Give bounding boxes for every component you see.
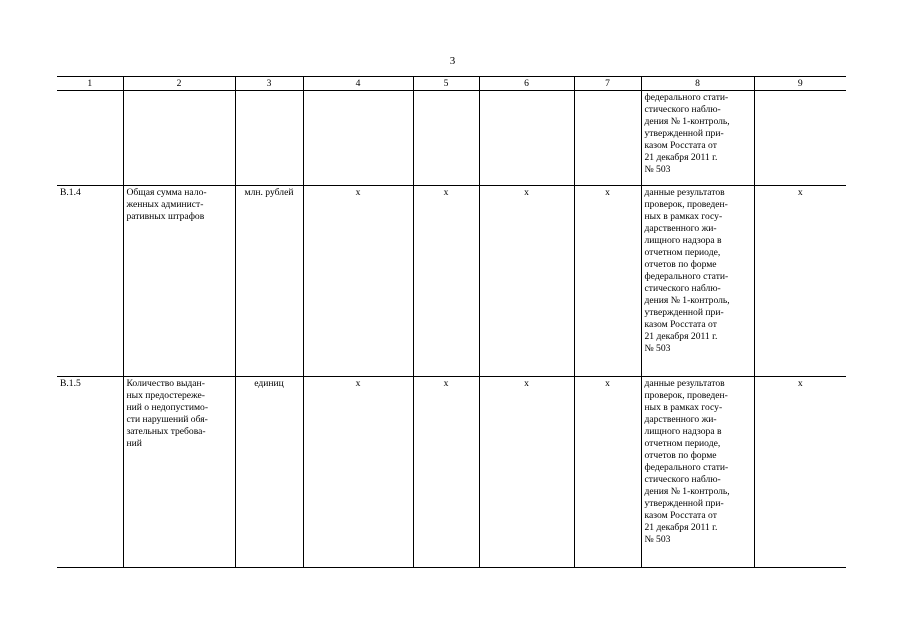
indicator-name: Количество выдан- ных предостереже- ний о недопустимо- сти нарушений обя- зательных требова- ний [123, 377, 235, 568]
unit-cell [235, 91, 303, 186]
source-cell: федерального стати- стического наблю- дения № 1-контроль, утвержденной при- казом Росстата от 21 декабря 2011 г. № 503 [641, 91, 754, 186]
source-cell: данные результатов проверок, проведен- ных в рамках госу- дарственного жи- лищного надзора в отчетном периоде, отчетов по форме федерального стати- стического наблю- дения № 1-контроль, утвержденной при- казом Росстата от 21 декабря 2011 г. № 503 [641, 186, 754, 377]
value-cell [413, 91, 479, 186]
header-cell: 3 [235, 77, 303, 91]
value-cell: х [574, 377, 641, 568]
value-cell: х [303, 377, 413, 568]
value-cell [754, 91, 846, 186]
value-cell: х [479, 377, 574, 568]
value-cell: х [479, 186, 574, 377]
value-cell: х [413, 186, 479, 377]
indicator-code: В.1.5 [57, 377, 123, 568]
column-number-header [57, 77, 846, 91]
header-cell: 8 [641, 77, 754, 91]
value-cell: х [413, 377, 479, 568]
value-cell: х [754, 377, 846, 568]
unit-cell: млн. рублей [235, 186, 303, 377]
table-row [57, 186, 846, 377]
indicator-code: В.1.4 [57, 186, 123, 377]
table-row [57, 91, 846, 186]
indicator-code [57, 91, 123, 186]
header-cell: 4 [303, 77, 413, 91]
value-cell [574, 91, 641, 186]
value-cell [303, 91, 413, 186]
indicator-name: Общая сумма нало- женных админист- ративных штрафов [123, 186, 235, 377]
page-number: 3 [449, 55, 456, 67]
source-cell: данные результатов проверок, проведен- ных в рамках госу- дарственного жи- лищного надзора в отчетном периоде, отчетов по форме федерального стати- стического наблю- дения № 1-контроль, утвержденной при- казом Росстата от 21 декабря 2011 г. № 503 [641, 377, 754, 568]
value-cell: х [574, 186, 641, 377]
header-cell: 2 [123, 77, 235, 91]
value-cell: х [303, 186, 413, 377]
header-cell: 9 [754, 77, 846, 91]
unit-cell: единиц [235, 377, 303, 568]
indicators-table [57, 76, 846, 568]
table-row [57, 377, 846, 568]
header-cell: 6 [479, 77, 574, 91]
header-cell: 7 [574, 77, 641, 91]
header-cell: 1 [57, 77, 123, 91]
value-cell: х [754, 186, 846, 377]
value-cell [479, 91, 574, 186]
indicator-name [123, 91, 235, 186]
header-cell: 5 [413, 77, 479, 91]
